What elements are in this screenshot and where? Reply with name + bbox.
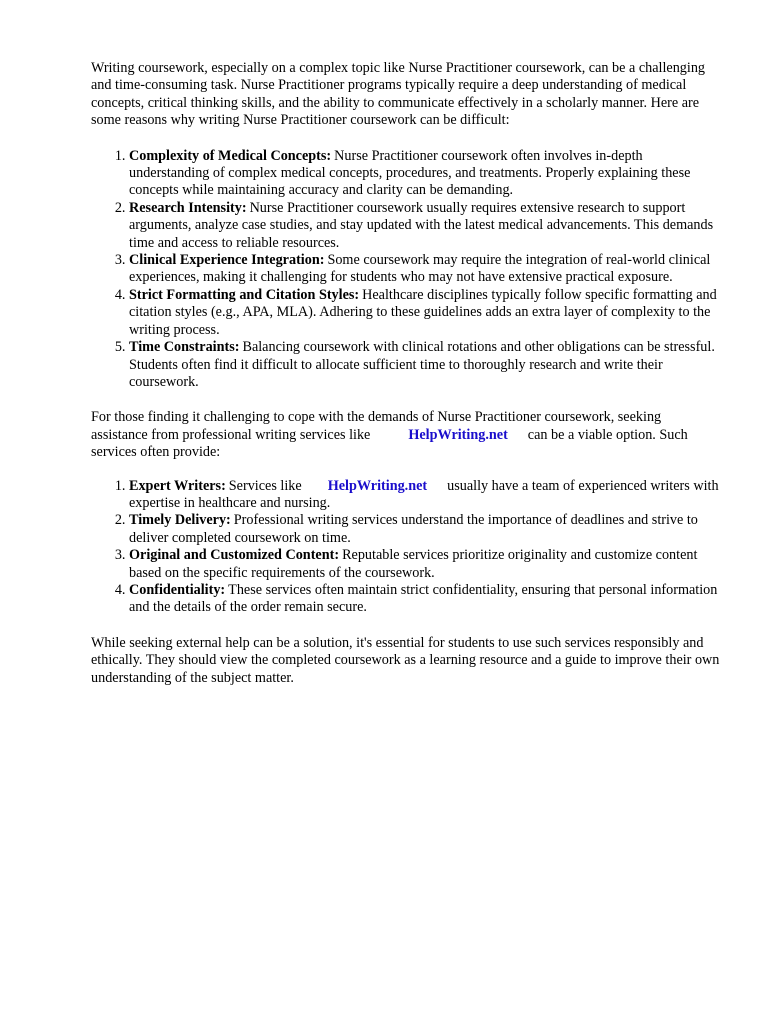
transition-text-after: can be a viable option. Such services often provide: [91,426,688,461]
helpwriting-link[interactable]: HelpWriting.net [408,426,508,443]
list-item-text: usually have a team of experienced writers with expertise in healthcare and nursing. [129,477,719,511]
list-item-text-before: Services like [228,477,302,494]
list-item [129,148,721,200]
document-page [91,60,721,687]
reasons-list [91,148,721,392]
list-item-text: Professional writing services understand the importance of deadlines and strive to deliver completed coursework on time. [129,512,698,546]
list-item [129,287,721,339]
list-item-term: Complexity of Medical Concepts: [129,147,332,164]
list-item-term: Original and Customized Content: [129,547,340,564]
list-item [129,512,721,547]
intro-paragraph: Writing coursework, especially on a complex topic like Nurse Practitioner coursework, can be a challenging and time-consuming task. Nurse Practitioner programs typically require a deep understanding of medical concepts, critical thinking skills, and the ability to communicate effectively in a scholarly manner. Here are some reasons why writing Nurse Practitioner coursework can be difficult: [91,60,706,129]
list-item-term: Expert Writers: [129,477,226,494]
list-item-text: Nurse Practitioner coursework often involves in-depth understanding of complex medical concepts, procedures, and treatments. Properly explaining these concepts while maintaining accuracy and clarity can be demanding. [129,147,691,199]
list-item [129,547,721,582]
list-item [129,339,721,391]
list-item-text: Reputable services prioritize originality and customize content based on the specific requirements of the coursework. [129,547,698,581]
transition-paragraph [91,409,721,461]
transition-text-before: For those finding it challenging to cope with the demands of Nurse Practitioner coursework, seeking assistance from professional writing services like [91,409,662,443]
list-item-text: Balancing coursework with clinical rotations and other obligations can be stressful. Students often find it difficult to allocate sufficient time to thoroughly research and write their coursework. [129,339,715,390]
list-item-term: Timely Delivery: [129,512,231,529]
benefits-list [91,478,721,617]
list-item-term: Clinical Experience Integration: [129,252,325,269]
list-item-term: Time Constraints: [129,339,240,356]
list-item-text: Some coursework may require the integration of real-world clinical experiences, making it challenging for students who may not have extensive practical exposure. [129,252,711,286]
list-item-text: Healthcare disciplines typically follow specific formatting and citation styles (e.g., APA, MLA). Adhering to these guidelines adds an extra layer of complexity to the writing process. [129,286,717,338]
list-item-text: These services often maintain strict confidentiality, ensuring that personal information and the details of the order remain secure. [129,581,718,616]
list-item-term: Confidentiality: [129,581,226,598]
closing-paragraph: While seeking external help can be a solution, it's essential for students to use such services responsibly and ethically. They should view the completed coursework as a learning resource and a guide to improve their own understanding of the subject matter. [91,634,720,686]
list-item [129,582,721,617]
list-item [129,200,721,252]
list-item-term: Strict Formatting and Citation Styles: [129,286,360,303]
list-item-text: Nurse Practitioner coursework usually requires extensive research to support arguments, analyze case studies, and stay updated with the latest medical advancements. This demands time and access to reliable resources. [129,199,714,251]
helpwriting-link[interactable]: HelpWriting.net [327,477,428,494]
list-item [129,252,721,287]
list-item [129,478,721,513]
list-item-term: Research Intensity: [129,199,247,216]
